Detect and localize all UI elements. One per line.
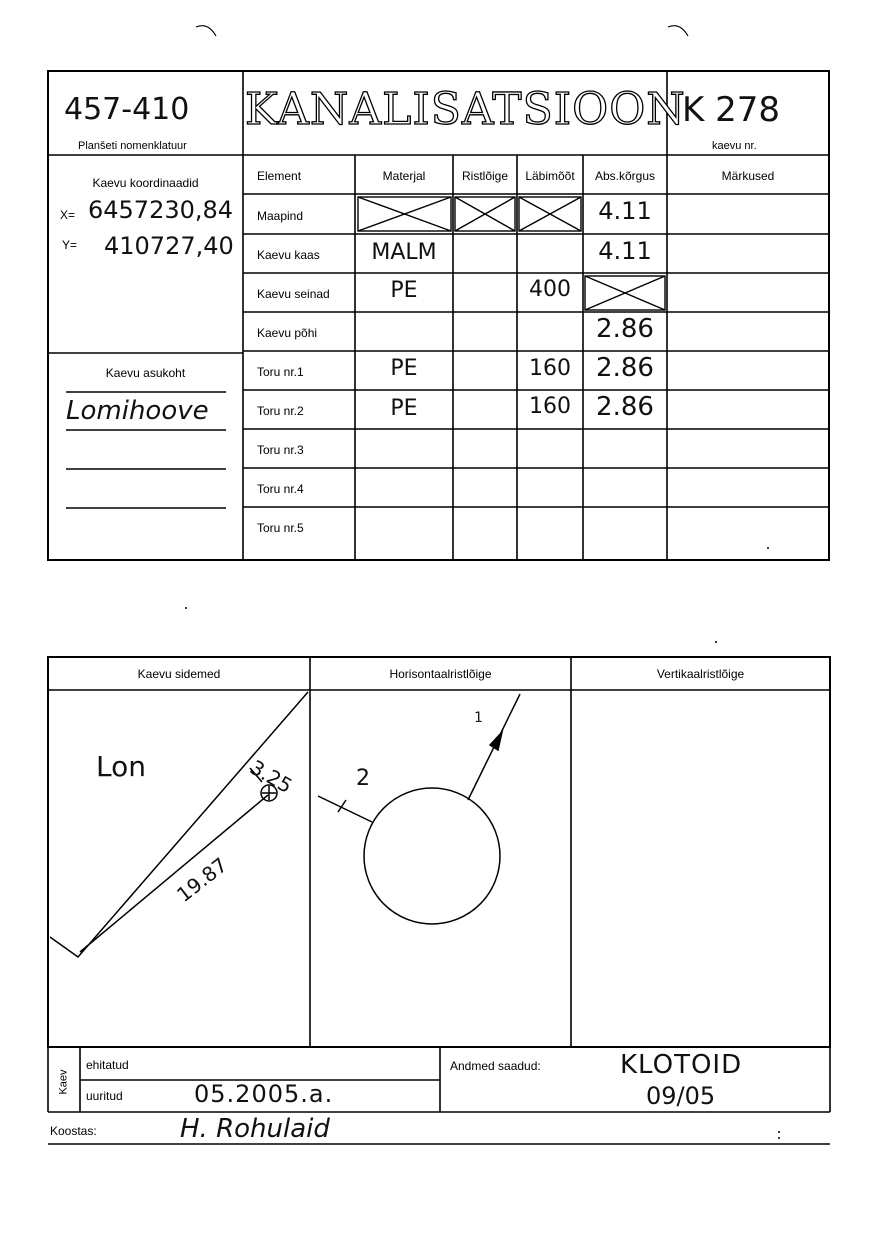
plan-number: 457-410 [64,92,190,127]
pipe-2-label: 2 [356,766,370,791]
cell-material: MALM [371,240,437,265]
row-element-label: Kaevu kaas [257,248,320,262]
cell-material: PE [390,396,418,421]
row-element-label: Toru nr.1 [257,365,304,379]
row-element-label: Kaevu seinad [257,287,330,301]
author-label: Koostas: [50,1124,97,1138]
cell-abs-height: 2.86 [596,314,654,344]
cross-maapind-materjal [358,197,451,231]
row-element-label: Toru nr.2 [257,404,304,418]
coord-y-prefix: Y= [62,238,78,252]
dimension-short: 3.25 [246,755,297,799]
horizontal-section-label: Horisontaalristlõige [389,667,492,681]
row-element-label: Toru nr.5 [257,521,304,535]
vertical-section-label: Vertikaalristlõige [656,667,745,681]
col-header-materjal: Materjal [382,169,426,183]
horizontal-sketch [318,694,520,924]
footer-grid [0,1040,874,1160]
cell-abs-height: 2.86 [596,353,654,383]
col-header-ristloige: Ristlõige [461,169,509,183]
cell-abs-height: 4.11 [598,237,652,265]
tie-line-long [80,795,268,952]
ties-text: Lon [96,750,146,783]
row-element-label: Toru nr.4 [257,482,304,496]
coord-y-value: 410727,40 [104,232,234,260]
location-value: Lomihoove [66,396,209,426]
cell-diameter: 160 [529,394,571,419]
cross-maapind-labimoot [519,197,581,231]
col-header-abskorgus: Abs.kõrgus [594,169,656,183]
cross-seinad-abskorgus [585,276,665,310]
author-value: H. Rohulaid [180,1114,330,1144]
row-element-label: Kaevu põhi [257,326,318,340]
ties-label: Kaevu sidemed [137,667,221,681]
ties-sketch [50,692,308,957]
coord-x-value: 6457230,84 [88,196,234,224]
plan-label: Planšeti nomenklatuur [78,140,187,152]
built-label: ehitatud [86,1058,129,1072]
cross-maapind-ristloige [455,197,515,231]
col-header-labimoot: Läbimõõt [525,169,575,183]
cell-material: PE [390,278,418,303]
cell-diameter: 160 [529,356,571,381]
pipe-2-line [318,796,372,822]
cell-material: PE [390,356,418,381]
surveyed-label: uuritud [86,1089,123,1103]
cell-abs-height: 4.11 [598,197,652,225]
coord-x-prefix: X= [60,208,76,222]
page-title: KANALISATSIOON [245,84,686,135]
well-number: K 278 [682,90,780,130]
data-date-value: 09/05 [646,1082,716,1110]
coordinates-label: Kaevu koordinaadid [92,176,199,190]
col-header-element: Element [257,169,302,183]
cell-diameter: 400 [529,277,571,302]
well-circle [364,788,500,924]
dimension-long: 19.87 [172,852,232,907]
pipe-1-arrow [490,732,502,750]
well-label: kaevu nr. [712,140,757,152]
row-element-label: Maapind [257,209,304,223]
location-label: Kaevu asukoht [105,366,186,380]
cell-abs-height: 2.86 [596,392,654,422]
col-header-markused: Märkused [721,169,775,183]
row-element-label: Toru nr.3 [257,443,304,457]
well-side-label: Kaev [57,1069,70,1095]
data-source-label: Andmed saadud: [450,1059,541,1073]
data-source-value: KLOTOID [620,1050,743,1080]
pipe-1-label: 1 [474,710,483,726]
surveyed-value: 05.2005.a. [194,1080,334,1108]
well-side-label-box [48,1066,80,1098]
